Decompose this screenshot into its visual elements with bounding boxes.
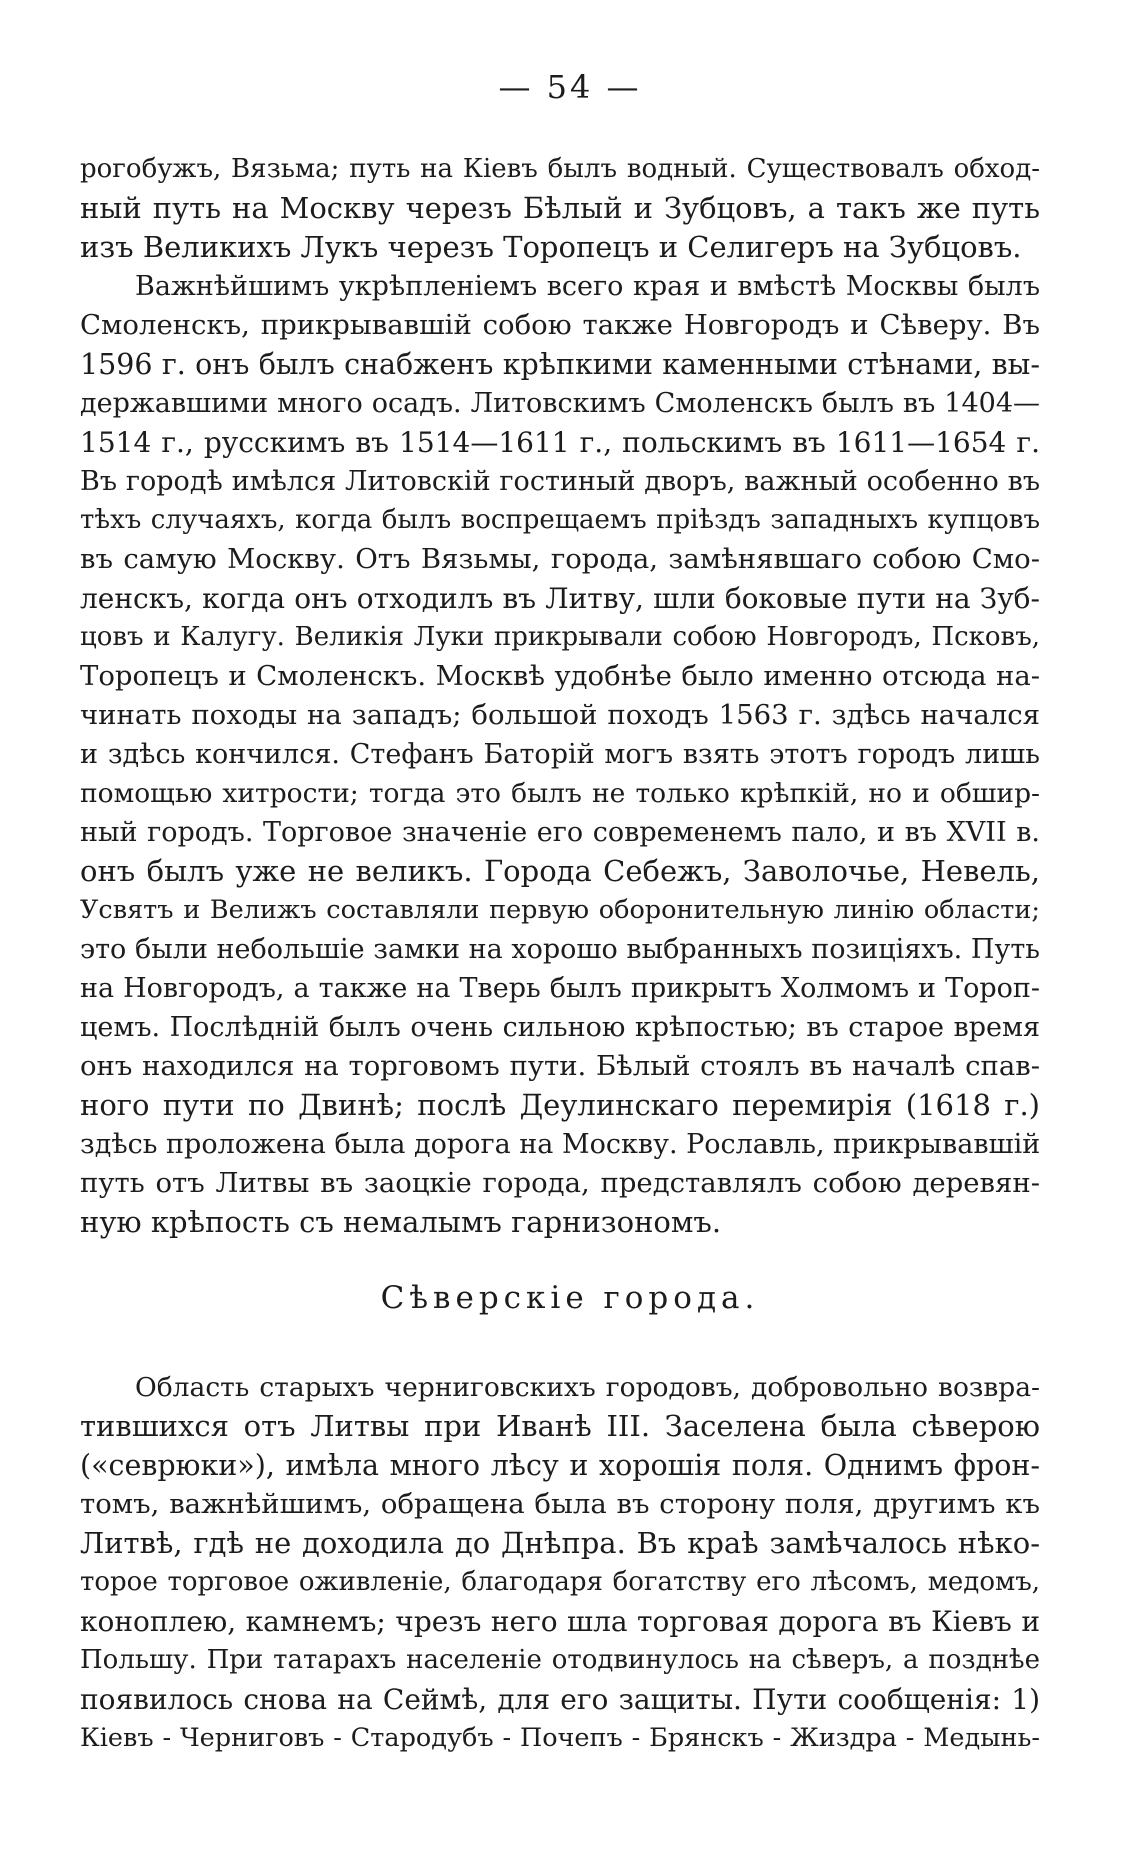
text-line: онъ былъ уже не великъ. Города Себежъ, Заволочье, Невель, — [80, 854, 1040, 888]
text-line: торое торговое оживленіе, благодаря богатству его лѣсомъ, медомъ, — [80, 1567, 1040, 1597]
text-line: онъ находился на торговомъ пути. Бѣлый стоялъ въ началѣ спав- — [80, 1050, 1040, 1082]
text-line: тѣхъ случаяхъ, когда былъ воспрещаемъ пріѣздъ западныхъ купцовъ — [80, 505, 1040, 535]
text-line: это были небольшіе замки на хорошо выбранныхъ позиціяхъ. Путь — [80, 934, 1040, 965]
text-line: Въ городѣ имѣлся Литовскій гостиный дворъ, важный особенно въ — [80, 466, 1040, 497]
text-line: ного пути по Двинѣ; послѣ Деулинскаго перемирія (1618 г.) — [80, 1088, 1040, 1122]
section-heading: Сѣверскіе города. — [380, 1280, 760, 1316]
text-line: путь отъ Литвы въ заоцкіе города, представлялъ собою деревян- — [80, 1167, 1040, 1199]
text-line: Польшу. При татарахъ населеніе отодвинулось на сѣверъ, а позднѣе — [80, 1645, 1040, 1675]
text-line: ный путь на Москву черезъ Бѣлый и Зубцовъ, а такъ же путь — [80, 191, 1040, 225]
text-line: цовъ и Калугу. Великія Луки прикрывали собою Новгородъ, Псковъ, — [80, 622, 1040, 652]
text-line: Кіевъ - Черниговъ - Стародубъ - Почепъ - Брянскъ - Жиздра - Медынь- — [80, 1723, 1040, 1753]
text-line: Торопецъ и Смоленскъ. Москвѣ удобнѣе было именно отсюда на- — [80, 660, 1040, 692]
text-line: помощью хитрости; тогда это былъ не только крѣпкій, но и обшир- — [80, 778, 1040, 809]
text-line: чинать походы на западъ; большой походъ 1563 г. здѣсь начался — [80, 699, 1040, 731]
text-line: ленскъ, когда онъ отходилъ въ Литву, шли боковые пути на Зуб- — [80, 582, 1040, 615]
text-line: на Новгородъ, а также на Тверь былъ прикрытъ Холмомъ и Тороп- — [80, 973, 1040, 1004]
text-line: ный городъ. Торговое значеніе его современемъ пало, и въ XVII в. — [80, 817, 1040, 848]
text-line: Область старыхъ черниговскихъ городовъ, добровольно возвра- — [135, 1372, 1040, 1403]
text-line: здѣсь проложена была дорога на Москву. Рославль, прикрывавшій — [80, 1129, 1041, 1160]
text-line: и здѣсь кончился. Стефанъ Баторій могъ взять этотъ городъ лишь — [80, 739, 1040, 770]
text-line: державшими много осадъ. Литовскимъ Смоленскъ былъ въ 1404— — [80, 388, 1040, 419]
text-line: тившихся отъ Литвы при Иванѣ III. Заселена была сѣверою — [80, 1409, 1040, 1443]
text-line: изъ Великихъ Лукъ черезъ Торопецъ и Селигеръ на Зубцовъ. — [80, 230, 1022, 264]
text-line: коноплею, камнемъ; чрезъ него шла торговая дорога въ Кіевъ и — [80, 1605, 1040, 1638]
text-line: 1596 г. онъ былъ снабженъ крѣпкими каменными стѣнами, вы- — [80, 348, 1040, 381]
text-line: появилось снова на Сеймѣ, для его защиты. Пути сообщенія: 1) — [80, 1683, 1040, 1716]
text-line: 1514 г., русскимъ въ 1514—1611 г., польскимъ въ 1611—1654 г. — [80, 426, 1040, 459]
text-line: цемъ. Послѣдній былъ очень сильною крѣпостью; въ старое время — [80, 1012, 1040, 1043]
page-number: — 54 — — [498, 68, 642, 106]
text-line: ную крѣпость съ немалымъ гарнизономъ. — [80, 1205, 722, 1239]
text-line: рогобужъ, Вязьма; путь на Кіевъ былъ водный. Существовалъ обход- — [80, 154, 1040, 184]
text-line: («севрюки»), имѣла много лѣсу и хорошія поля. Однимъ фрон- — [80, 1449, 1040, 1482]
text-line: Литвѣ, гдѣ не доходила до Днѣпра. Въ краѣ замѣчалось нѣко- — [80, 1526, 1040, 1560]
text-line: Усвятъ и Велижъ составляли первую оборонительную линію области; — [80, 895, 1040, 925]
text-line: томъ, важнѣйшимъ, обращена была въ сторону поля, другимъ къ — [80, 1488, 1040, 1520]
text-line: Важнѣйшимъ укрѣпленіемъ всего края и вмѣстѣ Москвы былъ — [135, 271, 1040, 302]
text-line: Смоленскъ, прикрывавшій собою также Новгородъ и Сѣверу. Въ — [80, 309, 1040, 341]
text-line: въ самую Москву. Отъ Вязьмы, города, замѣнявшаго собою Смо- — [80, 543, 1040, 575]
